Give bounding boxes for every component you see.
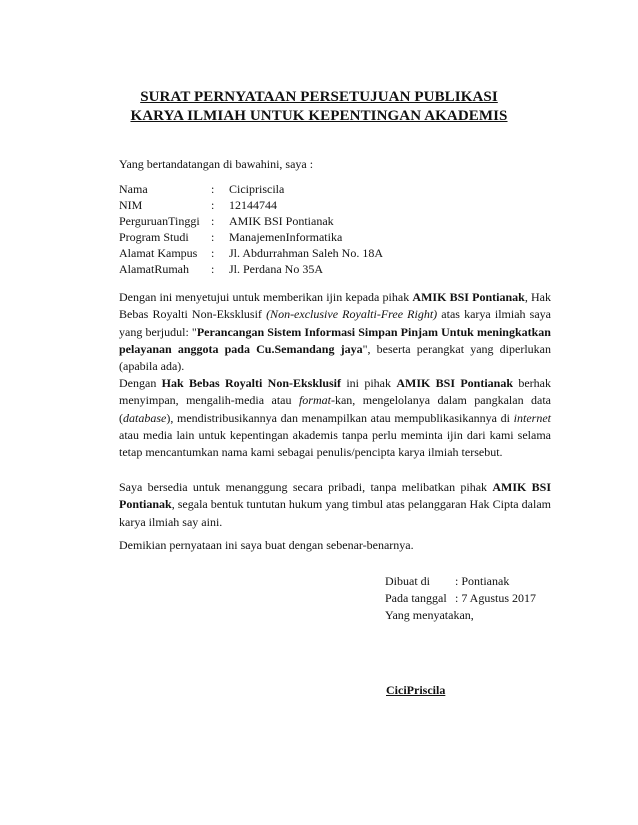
identity-row-program bbox=[119, 229, 383, 245]
identity-row-campus-address bbox=[119, 245, 383, 261]
consent-paragraph: Dengan ini menyetujui untuk memberikan ijin kepada pihak AMIK BSI Pontianak, Hak Bebas Royalti Non-Eksklusif (Non-exclusive Royalti-Free Right) atas karya ilmiah saya yang berjudul: "Perancangan Sistem Informasi Simpan Pinjam Untuk meningkatkan pelayanan anggota pada Cu.Semandang jaya", beserta perangkat yang diperlukan (apabila ada). bbox=[119, 290, 551, 374]
identity-separator: : bbox=[211, 214, 215, 229]
identity-row-university bbox=[119, 213, 383, 229]
identity-value: Jl. Perdana No 35A bbox=[229, 262, 323, 277]
signature-date-value: : 7 Agustus 2017 bbox=[455, 591, 537, 605]
signature-place-value: : Pontianak bbox=[455, 574, 510, 588]
identity-row-nim bbox=[119, 197, 383, 213]
signature-statement: Yang menyatakan, bbox=[385, 608, 474, 622]
signature-block bbox=[385, 573, 536, 624]
closing-statement: Demikian pernyataan ini saya buat dengan sebenar-benarnya. bbox=[119, 538, 414, 552]
identity-label: NIM bbox=[119, 198, 143, 213]
rights-paragraph: Dengan Hak Bebas Royalti Non-Eksklusif ini pihak AMIK BSI Pontianak berhak menyimpan, mengalih-media atau format-kan, mengelolanya dalam pangkalan data (database), mendistribusikannya dan menampilkan atau mempublikasikannya di internet atau media lain untuk kepentingan akademis tanpa perlu meminta ijin dari kami selama tetap mencantumkan nama kami sebagai penulis/pencipta karya ilmiah tersebut. bbox=[119, 376, 551, 460]
document-title-line-2: KARYA ILMIAH UNTUK KEPENTINGAN AKADEMIS bbox=[130, 108, 508, 124]
signature-date-row bbox=[385, 590, 536, 607]
identity-label: AlamatRumah bbox=[119, 262, 189, 277]
identity-separator: : bbox=[211, 230, 215, 245]
intro-text: Yang bertandatangan di bawahini, saya : bbox=[119, 157, 314, 171]
identity-label: Alamat Kampus bbox=[119, 246, 198, 261]
identity-separator: : bbox=[211, 262, 215, 277]
identity-value: AMIK BSI Pontianak bbox=[229, 214, 334, 229]
identity-row-home-address bbox=[119, 261, 383, 277]
signature-place-row bbox=[385, 573, 536, 590]
identity-table bbox=[119, 181, 383, 278]
signer-name: CiciPriscila bbox=[386, 683, 446, 697]
identity-value: 12144744 bbox=[229, 198, 277, 213]
identity-value: ManajemenInformatika bbox=[229, 230, 343, 245]
identity-value: Cicipriscila bbox=[229, 182, 285, 196]
document-title-line-1: SURAT PERNYATAAN PERSETUJUAN PUBLIKASI bbox=[140, 89, 498, 105]
identity-separator: : bbox=[211, 198, 215, 213]
identity-separator: : bbox=[211, 182, 215, 196]
signature-date-label: Pada tanggal bbox=[385, 591, 447, 605]
identity-value: Jl. Abdurrahman Saleh No. 18A bbox=[229, 246, 383, 261]
identity-label: Nama bbox=[119, 182, 148, 196]
identity-separator: : bbox=[211, 246, 215, 261]
identity-row-name bbox=[119, 181, 383, 197]
signature-place-label: Dibuat di bbox=[385, 574, 430, 588]
liability-paragraph: Saya bersedia untuk menanggung secara pribadi, tanpa melibatkan pihak AMIK BSI Pontianak, segala bentuk tuntutan hukum yang timbul atas pelanggaran Hak Cipta dalam karya ilmiah say aini. bbox=[119, 480, 552, 529]
identity-label: Program Studi bbox=[119, 230, 189, 245]
identity-label: PerguruanTinggi bbox=[119, 214, 200, 229]
